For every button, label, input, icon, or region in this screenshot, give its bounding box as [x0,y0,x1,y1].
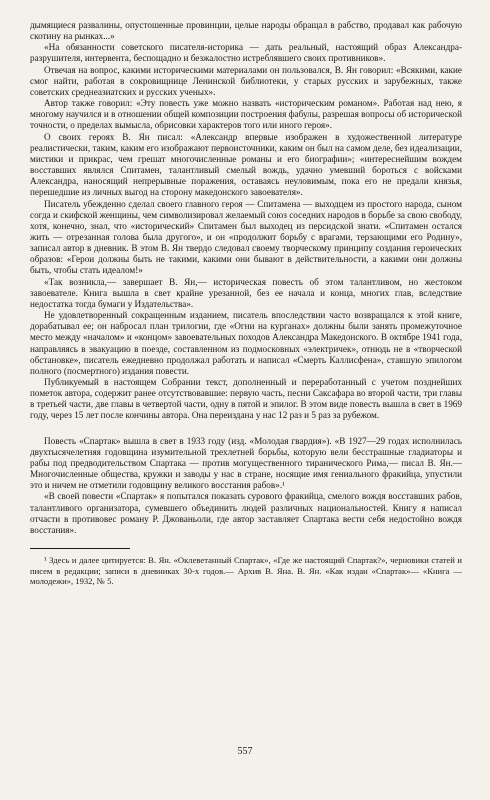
paragraph: дымящиеся развалины, опустошенные провинции, целые народы обращал в рабство, продавал как рабочую скотину на рынках...» [30,20,462,42]
paragraph: Публикуемый в настоящем Собрании текст, дополненный и переработанный с учетом позднейших пометок автора, содержит ранее отсутствовавшие: первую часть, песни Саксафара во второй части, три главы в третьей части, две главы в четвертой части, одну в пятой и эпилог. В этом виде повесть вышла в свет в 1969 году, через 15 лет после кончины автора. Она переиздана у нас 12 раз и 5 раз за рубежом. [30,377,462,421]
paragraph: Повесть «Спартак» вышла в свет в 1933 году (изд. «Молодая гвардия»). «В 1927—29 годах исполнилась двухтысячелетняя годовщина изумительной трехлетней борьбы, которую вели бесстрашные гладиаторы и рабы под предводительством Спартака — против могущественного тиранического Рима,— писал В. Ян.— Многочисленные общества, кружки и заводы у нас в стране, носящие имя гениального фракийца, упустили это и ничем не отметили годовщину великого восстания рабов».¹ [30,435,462,491]
paragraph: Писатель убежденно сделал своего главного героя — Спитамена — выходцем из простого народа, сыном согда и скифской женщины, чем символизировал желаемый союз соседних народов в борьбе за свою свободу, хотя, конечно, знал, что «исторический» Спитамен был выходец из персидской знати. «Спитамен остался жить — отрезанная голова была другого», и он «продолжит борьбу с врагами, терзающими его Родину», записал автор в дневник. В этом В. Ян твердо следовал своему творческому принципу создания героических образов: «Герои должны быть не такими, какими они бывают в действительности, а какими они должны быть, чтобы стать идеалом!» [30,198,462,276]
paragraph: «На обязанности советского писателя-историка — дать реальный, настоящий образ Александра-разрушителя, интервента, беспощадно и безжалостно истреблявшего своих противников». [30,42,462,64]
paragraph: Не удовлетворенный сокращенным изданием, писатель впоследствии часто возвращался к этой книге, дорабатывал ее; он набросал план трилогии, где «Огни на курганах» должны были занять промежуточное место между «началом» и «концом» завоевательных походов Александра Македонского. В октябре 1941 года, направляясь в эвакуацию в поезде, составленном из подмосковных «электричек», отнюдь не в «творческой обстановке», писатель ежедневно продолжал работать и написал «Смерть Каллисфена», ставшую эпилогом полного (посмертного) издания повести. [30,310,462,376]
paragraph: «В своей повести «Спартак» я попытался показать сурового фракийца, смелого вождя восставших рабов, талантливого организатора, сумевшего объединить людей различных национальностей. Книгу я написал отчасти в противовес роману Р. Джованьоли, где автор заставляет Спартака вести себя недостойно вождя восстания». [30,491,462,535]
paragraph: О своих героях В. Ян писал: «Александр впервые изображен в художественной литературе реалистически, таким, каким его изображают первоисточники, каким он был на самом деле, без идеализации, мистики и прикрас, чем грешат многочисленные романы и его биографии»; «интереснейшим вождем восставших являлся Спитамен, талантливый смелый вождь, удачно умевший бороться с войсками Александра, наносящий непрерывные поражения, оставаясь неуловимым, пока его не предали князья, перешедшие из личных выгод на сторону македонского завоевателя». [30,131,462,198]
page-number: 557 [237,746,253,757]
footnote: ¹ Здесь и далее цитируется: В. Ян. «Оклеветанный Спартак», «Где же настоящий Спартак?», черновики статей и писем в редакции; записи в дневниках 30-х годов.— Архив В. Яна. В. Ян. «Как издан «Спартак»— «Книга — молодежи», 1932, № 5. [30,555,462,587]
paragraph: «Так возникла,— завершает В. Ян,— историческая повесть об этом талантливом, но жестоком завоевателе. Книга вышла в свет крайне урезанной, без ее начала и конца, многих глав, вследствие недостатка тогда бумаги у Издательства». [30,276,462,309]
paragraph: Автор также говорил: «Эту повесть уже можно назвать «историческим романом». Работая над нею, я многому научился и в отношении общей композиции построения фабулы, разрешая вопросы об исторической точности, о пределах вымысла, обрисовки характеров того или иного героя». [30,98,462,131]
section-gap [30,422,462,436]
footnote-rule [30,548,130,549]
body-text [30,20,462,536]
paragraph: Отвечая на вопрос, какими историческими материалами он пользовался, В. Ян говорил: «Всякими, какие смог найти, работая в сокровищнице Ленинской библиотеки, у старых русских и зарубежных, также советских среднеазиатских и русских ученых». [30,64,462,97]
